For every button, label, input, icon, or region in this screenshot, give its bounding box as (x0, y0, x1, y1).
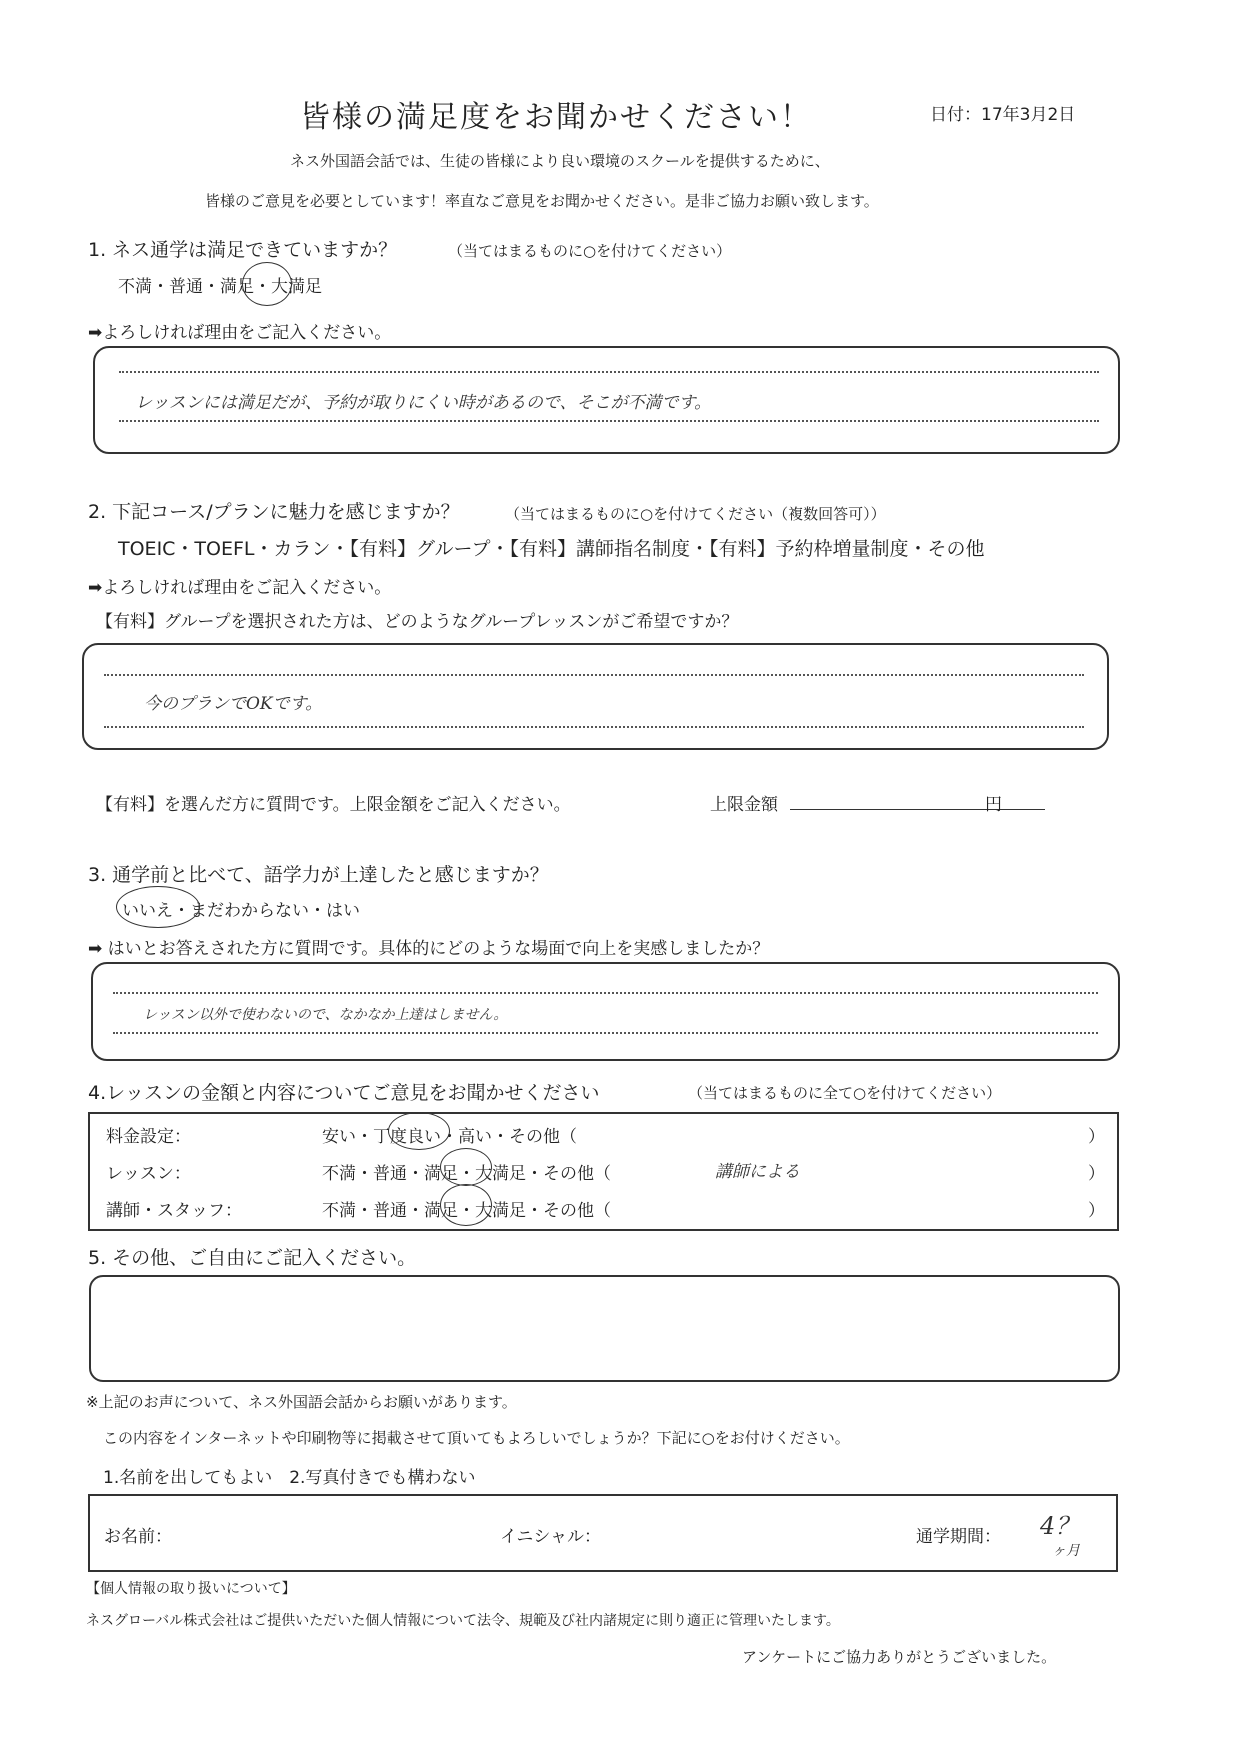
period-value: 4？ (1040, 1512, 1080, 1540)
q3-follow-up: ➡ はいとお答えされた方に質問です。具体的にどのような場面で向上を実感しましたか？ (88, 939, 770, 959)
q2-limit-question: 【有料】を選んだ方に質問です。上限金額をご記入ください。 (96, 795, 571, 815)
q4-question: 4.レッスンの金額と内容についてご意見をお聞かせください (88, 1082, 600, 1104)
q1-selected-circle (242, 262, 292, 306)
intro-line-2: 皆様のご意見を必要としています！率直なご意見をお聞かせください。是非ご協力お願い致します。 (205, 192, 879, 210)
q4-row-note: 講師による (715, 1162, 800, 1182)
privacy-heading: 【個人情報の取り扱いについて】 (86, 1581, 296, 1597)
respondent-info-box (88, 1494, 1118, 1572)
q4-row-label: レッスン： (106, 1164, 191, 1184)
q4-row-options[interactable]: 安い・丁度良い・高い・その他（ (322, 1127, 577, 1147)
survey-title: 皆様の満足度をお聞かせください！ (300, 100, 812, 135)
initial-label: イニシャル： (500, 1527, 601, 1547)
q2-limit-label: 上限金額 (710, 795, 778, 815)
q5-question: 5. その他、ご自由にご記入ください。 (88, 1247, 417, 1269)
dotted-rule (119, 371, 1099, 373)
q3-options: いいえ・まだわからない・はい (122, 901, 360, 921)
q3-selected-circle (116, 886, 200, 928)
q4-row-label: 講師・スタッフ： (106, 1201, 242, 1221)
q1-reason-prompt: ➡よろしければ理由をご記入ください。 (88, 323, 392, 343)
q1-answer-text: レッスンには満足だが、予約が取りにくい時があるので、そこが不満です。 (135, 393, 712, 413)
consent-options[interactable]: 1.名前を出してもよい 2.写真付きでも構わない (103, 1468, 476, 1488)
dotted-rule (113, 1032, 1098, 1034)
dotted-rule (104, 674, 1084, 676)
q4-hint: （当てはまるものに全て○を付けてください） (688, 1084, 1002, 1102)
q3-question: 3. 通学前と比べて、語学力が上達したと感じますか？ (88, 864, 549, 886)
q4-row-label: 料金設定： (106, 1127, 191, 1147)
privacy-text: ネスグローバル株式会社はご提供いただいた個人情報について法令、規範及び社内諸規定に則り適正に管理いたします。 (86, 1613, 840, 1629)
dotted-rule (119, 420, 1099, 422)
q4-row-options[interactable]: 不満・普通・満足・大満足・その他（ (322, 1164, 611, 1184)
q1-hint: （当てはまるものに○を付けてください） (448, 242, 732, 260)
q2-limit-unit: 円 (985, 795, 1002, 815)
dotted-rule (113, 992, 1098, 994)
q5-answer-box[interactable] (89, 1275, 1120, 1382)
period-unit: ヶ月 (1052, 1543, 1080, 1559)
q2-question: 2. 下記コース/プランに魅力を感じますか？ (88, 501, 460, 523)
q2-answer-text: 今のプランでOKです。 (144, 694, 323, 714)
limit-amount-line[interactable] (790, 809, 1045, 810)
q2-sub-question: 【有料】グループを選択された方は、どのようなグループレッスンがご希望ですか？ (96, 612, 739, 632)
q3-answer-box[interactable] (91, 962, 1120, 1061)
q4-row-close: ） (1088, 1127, 1105, 1147)
q2-options: TOEIC・TOEFL・カラン・【有料】グループ・【有料】講師指名制度・【有料】予約枠増量制度・その他 (118, 538, 985, 560)
intro-line-1: ネス外国語会話では、生徒の皆様により良い環境のスクールを提供するために、 (290, 152, 830, 170)
period-label: 通学期間： (916, 1527, 1001, 1547)
q3-answer-text: レッスン以外で使わないので、なかなか上達はしません。 (143, 1007, 508, 1023)
q4-row-close: ） (1088, 1201, 1105, 1221)
name-label: お名前： (104, 1527, 172, 1547)
q4-row-close: ） (1088, 1164, 1105, 1184)
q2-hint: （当てはまるものに○を付けてください（複数回答可）） (505, 505, 886, 523)
q1-options: 不満・普通・満足・大満足 (118, 277, 322, 297)
q4-row-selected-circle (440, 1148, 492, 1186)
dotted-rule (104, 726, 1084, 728)
q4-rating-table (88, 1112, 1119, 1231)
q1-question: 1. ネス通学は満足できていますか？ (88, 239, 398, 261)
q2-reason-prompt: ➡よろしければ理由をご記入ください。 (88, 578, 392, 598)
q2-answer-box[interactable] (82, 643, 1109, 750)
q4-row-options[interactable]: 不満・普通・満足・大満足・その他（ (322, 1201, 611, 1221)
q4-row-selected-circle (388, 1112, 450, 1150)
consent-line-1: ※上記のお声について、ネス外国語会話からお願いがあります。 (86, 1393, 517, 1411)
survey-date: 日付：17年3月2日 (930, 105, 1076, 125)
thanks-message: アンケートにご協力ありがとうございました。 (742, 1648, 1057, 1666)
q4-row-selected-circle (440, 1184, 492, 1226)
q1-answer-box[interactable] (93, 346, 1120, 454)
consent-line-2: この内容をインターネットや印刷物等に掲載させて頂いてもよろしいでしょうか？下記に○をお付けください。 (103, 1429, 850, 1447)
